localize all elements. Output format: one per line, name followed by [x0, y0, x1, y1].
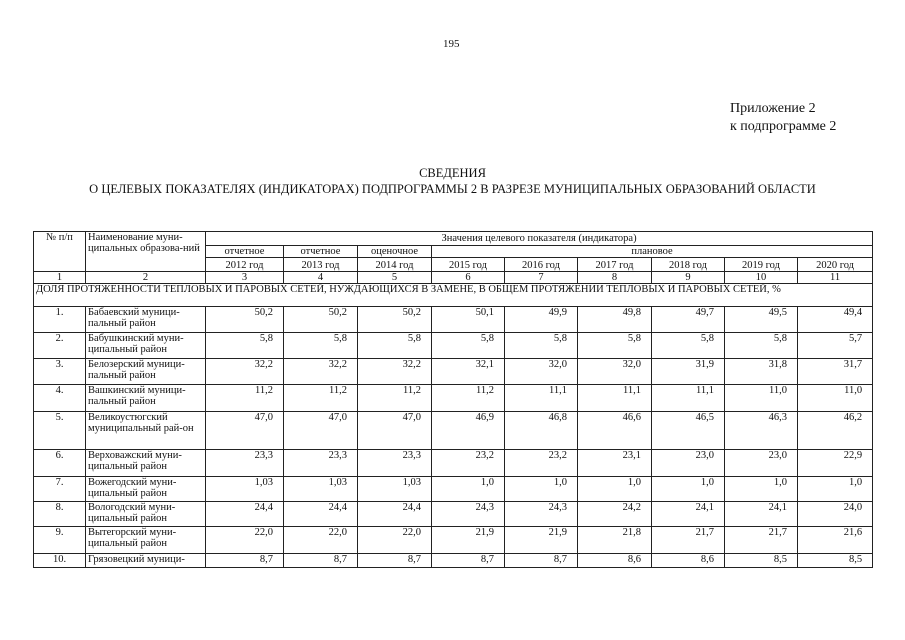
indicator-value: 32,0: [578, 359, 652, 385]
indicator-value: 22,0: [358, 527, 432, 554]
year-header: 2020 год: [798, 258, 873, 272]
indicator-value: 24,3: [432, 502, 505, 527]
row-number: 5.: [34, 412, 86, 450]
municipality-name: Верховажский муни-ципальный район: [86, 450, 206, 477]
municipality-name: Бабаевский муници-пальный район: [86, 307, 206, 333]
row-number: 9.: [34, 527, 86, 554]
row-number: 3.: [34, 359, 86, 385]
indicator-value: 21,6: [798, 527, 873, 554]
year-header: 2017 год: [578, 258, 652, 272]
column-number: 11: [798, 272, 873, 284]
indicator-value: 5,7: [798, 333, 873, 359]
indicator-value: 11,2: [358, 385, 432, 412]
title-line: О ЦЕЛЕВЫХ ПОКАЗАТЕЛЯХ (ИНДИКАТОРАХ) ПОДПРОГРАММЫ 2 В РАЗРЕЗЕ МУНИЦИПАЛЬНЫХ ОБРАЗОВАНИЙ ОБЛАСТИ: [89, 182, 816, 196]
row-number: 4.: [34, 385, 86, 412]
title-line: СВЕДЕНИЯ: [419, 166, 486, 180]
indicator-value: 8,7: [432, 554, 505, 568]
indicator-value: 11,1: [505, 385, 578, 412]
indicator-value: 22,0: [284, 527, 358, 554]
indicator-value: 24,1: [652, 502, 725, 527]
indicator-value: 23,0: [725, 450, 798, 477]
table-row: [34, 359, 873, 385]
indicator-value: 1,0: [432, 477, 505, 502]
indicator-value: 23,0: [652, 450, 725, 477]
indicator-value: 11,0: [725, 385, 798, 412]
indicator-value: 24,3: [505, 502, 578, 527]
row-number: 10.: [34, 554, 86, 568]
indicator-value: 31,9: [652, 359, 725, 385]
indicator-value: 1,0: [798, 477, 873, 502]
type-header: оценочное: [358, 246, 432, 258]
indicator-value: 23,2: [505, 450, 578, 477]
indicator-value: 1,03: [206, 477, 284, 502]
indicator-value: 50,2: [358, 307, 432, 333]
indicator-value: 11,2: [206, 385, 284, 412]
indicator-value: 8,7: [284, 554, 358, 568]
column-number: 7: [505, 272, 578, 284]
indicator-value: 11,1: [652, 385, 725, 412]
row-number: 8.: [34, 502, 86, 527]
indicator-value: 1,0: [505, 477, 578, 502]
appendix-note: [730, 100, 836, 136]
appendix-line: к подпрограмме 2: [730, 119, 837, 134]
indicator-value: 21,8: [578, 527, 652, 554]
table-row: [34, 307, 873, 333]
table-row: [34, 502, 873, 527]
indicator-value: 46,9: [432, 412, 505, 450]
indicator-value: 49,4: [798, 307, 873, 333]
indicator-value: 46,3: [725, 412, 798, 450]
year-header: 2014 год: [358, 258, 432, 272]
indicator-value: 8,7: [505, 554, 578, 568]
indicator-value: 21,7: [725, 527, 798, 554]
indicator-value: 32,0: [505, 359, 578, 385]
col-header-name: Наименование муни-ципальных образова-ний: [86, 232, 206, 272]
indicator-value: 49,9: [505, 307, 578, 333]
indicator-value: 5,8: [725, 333, 798, 359]
indicator-value: 5,8: [578, 333, 652, 359]
indicator-value: 5,8: [652, 333, 725, 359]
table-row: [34, 450, 873, 477]
indicator-value: 46,5: [652, 412, 725, 450]
municipality-name: Вашкинский муници-пальный район: [86, 385, 206, 412]
year-header: 2013 год: [284, 258, 358, 272]
indicator-value: 23,3: [206, 450, 284, 477]
column-number: 8: [578, 272, 652, 284]
indicator-value: 50,2: [284, 307, 358, 333]
indicator-value: 8,7: [206, 554, 284, 568]
indicator-value: 24,1: [725, 502, 798, 527]
values-header: Значения целевого показателя (индикатора): [206, 232, 873, 246]
municipality-name: Великоустюгский муниципальный рай-он: [86, 412, 206, 450]
indicator-value: 11,2: [284, 385, 358, 412]
indicator-value: 8,5: [798, 554, 873, 568]
table-row: [34, 554, 873, 568]
column-number: 4: [284, 272, 358, 284]
municipality-name: Грязовецкий муници-: [86, 554, 206, 568]
indicator-value: 21,9: [505, 527, 578, 554]
indicator-value: 31,8: [725, 359, 798, 385]
table-row: [34, 385, 873, 412]
column-number: 5: [358, 272, 432, 284]
indicator-value: 47,0: [284, 412, 358, 450]
row-number: 6.: [34, 450, 86, 477]
year-header: 2019 год: [725, 258, 798, 272]
indicator-value: 24,4: [358, 502, 432, 527]
indicator-value: 23,3: [358, 450, 432, 477]
indicator-value: 24,0: [798, 502, 873, 527]
type-header-planned: плановое: [432, 246, 873, 258]
column-number: 1: [34, 272, 86, 284]
indicator-value: 5,8: [206, 333, 284, 359]
type-header: отчетное: [206, 246, 284, 258]
indicators-table: [33, 231, 873, 568]
municipality-name: Бабушкинский муни-ципальный район: [86, 333, 206, 359]
indicator-value: 46,2: [798, 412, 873, 450]
indicator-value: 32,1: [432, 359, 505, 385]
indicator-value: 46,8: [505, 412, 578, 450]
table-row: [34, 477, 873, 502]
municipality-name: Вытегорский муни-ципальный район: [86, 527, 206, 554]
indicator-value: 32,2: [206, 359, 284, 385]
table-row: [34, 412, 873, 450]
col-header-number: № п/п: [34, 232, 86, 272]
page-number: 195: [443, 38, 460, 50]
indicator-value: 24,2: [578, 502, 652, 527]
indicator-value: 49,8: [578, 307, 652, 333]
municipality-name: Вожегодский муни-ципальный район: [86, 477, 206, 502]
year-header: 2016 год: [505, 258, 578, 272]
indicator-value: 32,2: [358, 359, 432, 385]
indicator-value: 1,03: [358, 477, 432, 502]
indicator-value: 32,2: [284, 359, 358, 385]
indicator-value: 1,0: [578, 477, 652, 502]
column-number: 10: [725, 272, 798, 284]
indicator-value: 24,4: [284, 502, 358, 527]
indicator-value: 8,7: [358, 554, 432, 568]
indicator-value: 47,0: [206, 412, 284, 450]
indicator-value: 23,1: [578, 450, 652, 477]
indicator-value: 49,7: [652, 307, 725, 333]
indicator-value: 22,9: [798, 450, 873, 477]
indicator-value: 46,6: [578, 412, 652, 450]
indicator-value: 22,0: [206, 527, 284, 554]
indicator-value: 1,0: [652, 477, 725, 502]
row-number: 1.: [34, 307, 86, 333]
indicator-value: 1,03: [284, 477, 358, 502]
indicator-value: 5,8: [284, 333, 358, 359]
indicator-value: 1,0: [725, 477, 798, 502]
column-number: 2: [86, 272, 206, 284]
type-header: отчетное: [284, 246, 358, 258]
indicator-value: 47,0: [358, 412, 432, 450]
indicator-value: 11,1: [578, 385, 652, 412]
indicator-value: 49,5: [725, 307, 798, 333]
indicator-value: 21,9: [432, 527, 505, 554]
column-number: 6: [432, 272, 505, 284]
indicator-value: 23,3: [284, 450, 358, 477]
document-title: [0, 165, 905, 197]
indicator-value: 24,4: [206, 502, 284, 527]
indicator-value: 31,7: [798, 359, 873, 385]
indicator-value: 8,5: [725, 554, 798, 568]
indicator-value: 50,2: [206, 307, 284, 333]
section-header: ДОЛЯ ПРОТЯЖЕННОСТИ ТЕПЛОВЫХ И ПАРОВЫХ СЕТЕЙ, НУЖДАЮЩИХСЯ В ЗАМЕНЕ, В ОБЩЕМ ПРОТЯЖЕНИИ ТЕПЛОВЫХ И ПАРОВЫХ СЕТЕЙ, %: [34, 284, 873, 307]
indicator-value: 21,7: [652, 527, 725, 554]
table-row: [34, 527, 873, 554]
indicator-value: 8,6: [578, 554, 652, 568]
column-number: 9: [652, 272, 725, 284]
indicator-value: 11,2: [432, 385, 505, 412]
indicator-value: 5,8: [432, 333, 505, 359]
row-number: 7.: [34, 477, 86, 502]
year-header: 2012 год: [206, 258, 284, 272]
indicator-value: 5,8: [505, 333, 578, 359]
indicator-value: 5,8: [358, 333, 432, 359]
indicator-value: 11,0: [798, 385, 873, 412]
municipality-name: Белозерский муници-пальный район: [86, 359, 206, 385]
indicator-value: 50,1: [432, 307, 505, 333]
row-number: 2.: [34, 333, 86, 359]
municipality-name: Вологодский муни-ципальный район: [86, 502, 206, 527]
appendix-line: Приложение 2: [730, 101, 816, 116]
year-header: 2018 год: [652, 258, 725, 272]
indicator-value: 8,6: [652, 554, 725, 568]
year-header: 2015 год: [432, 258, 505, 272]
table-row: [34, 333, 873, 359]
indicator-value: 23,2: [432, 450, 505, 477]
column-number: 3: [206, 272, 284, 284]
